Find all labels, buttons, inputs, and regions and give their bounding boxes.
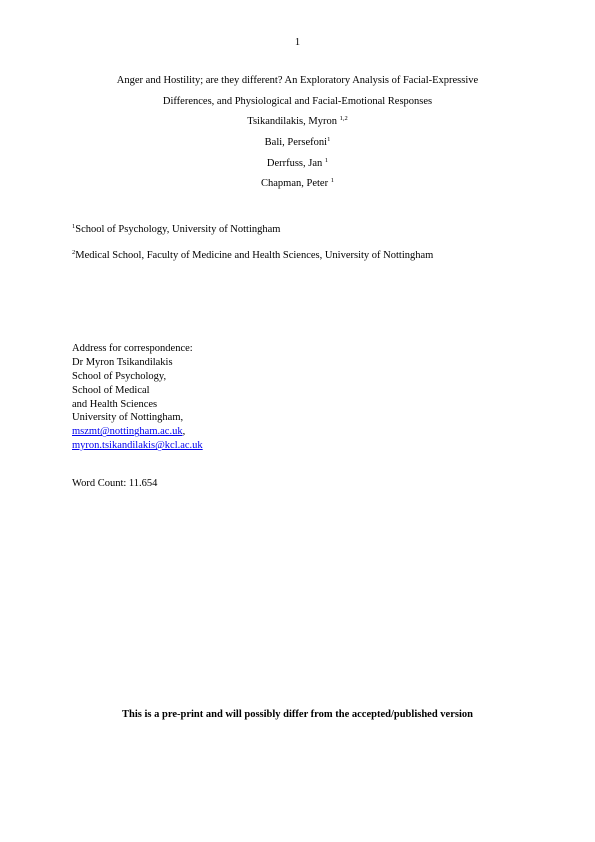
author-affiliation-mark: 1,2 [339, 115, 348, 122]
preprint-notice: This is a pre-print and will possibly differ from the accepted/published version [122, 709, 473, 720]
word-count: Word Count: 11.654 [72, 478, 158, 489]
correspondence-heading: Address for correspondence: [72, 343, 193, 354]
affiliation-text: Medical School, Faculty of Medicine and Health Sciences, University of Nottingham [75, 250, 434, 261]
author-name: Tsikandilakis, Myron [247, 116, 340, 127]
affiliation-1 [72, 223, 280, 236]
author-3 [0, 157, 595, 170]
correspondence-line: and Health Sciences [72, 398, 158, 410]
correspondence-line: School of Psychology, [72, 370, 167, 382]
title-line-2: Differences, and Physiological and Facial-Emotional Responses [162, 96, 433, 107]
author-name: Chapman, Peter [261, 178, 331, 189]
title-line-1: Anger and Hostility; are they different? An Exploratory Analysis of Facial-Expressive [116, 75, 479, 86]
correspondence-line: School of Medical [72, 384, 150, 396]
email-link-kcl[interactable]: myron.tsikandilakis@kcl.ac.uk [72, 440, 203, 452]
page-number: 1 [294, 37, 301, 48]
affiliation-number: 1 [72, 223, 76, 230]
affiliation-number: 2 [72, 249, 76, 256]
email-line-1 [72, 425, 203, 439]
correspondence-line: Dr Myron Tsikandilakis [72, 356, 173, 368]
author-1 [0, 115, 595, 128]
author-name: Derrfuss, Jan [266, 158, 325, 169]
author-name: Bali, Persefoni [264, 137, 328, 148]
correspondence-block [72, 342, 203, 453]
email-line-2 [72, 439, 203, 453]
email-link-nottingham[interactable]: mszmt@nottingham.ac.uk [72, 426, 183, 438]
author-affiliation-mark: 1 [324, 157, 329, 164]
author-affiliation-mark: 1 [327, 136, 331, 143]
author-2 [0, 136, 595, 149]
author-affiliation-mark: 1 [330, 177, 334, 184]
author-4 [0, 177, 595, 190]
correspondence-line: University of Nottingham, [72, 412, 184, 424]
affiliation-2 [72, 249, 433, 262]
email-separator: , [182, 426, 186, 438]
affiliation-text: School of Psychology, University of Nottingham [75, 224, 281, 235]
